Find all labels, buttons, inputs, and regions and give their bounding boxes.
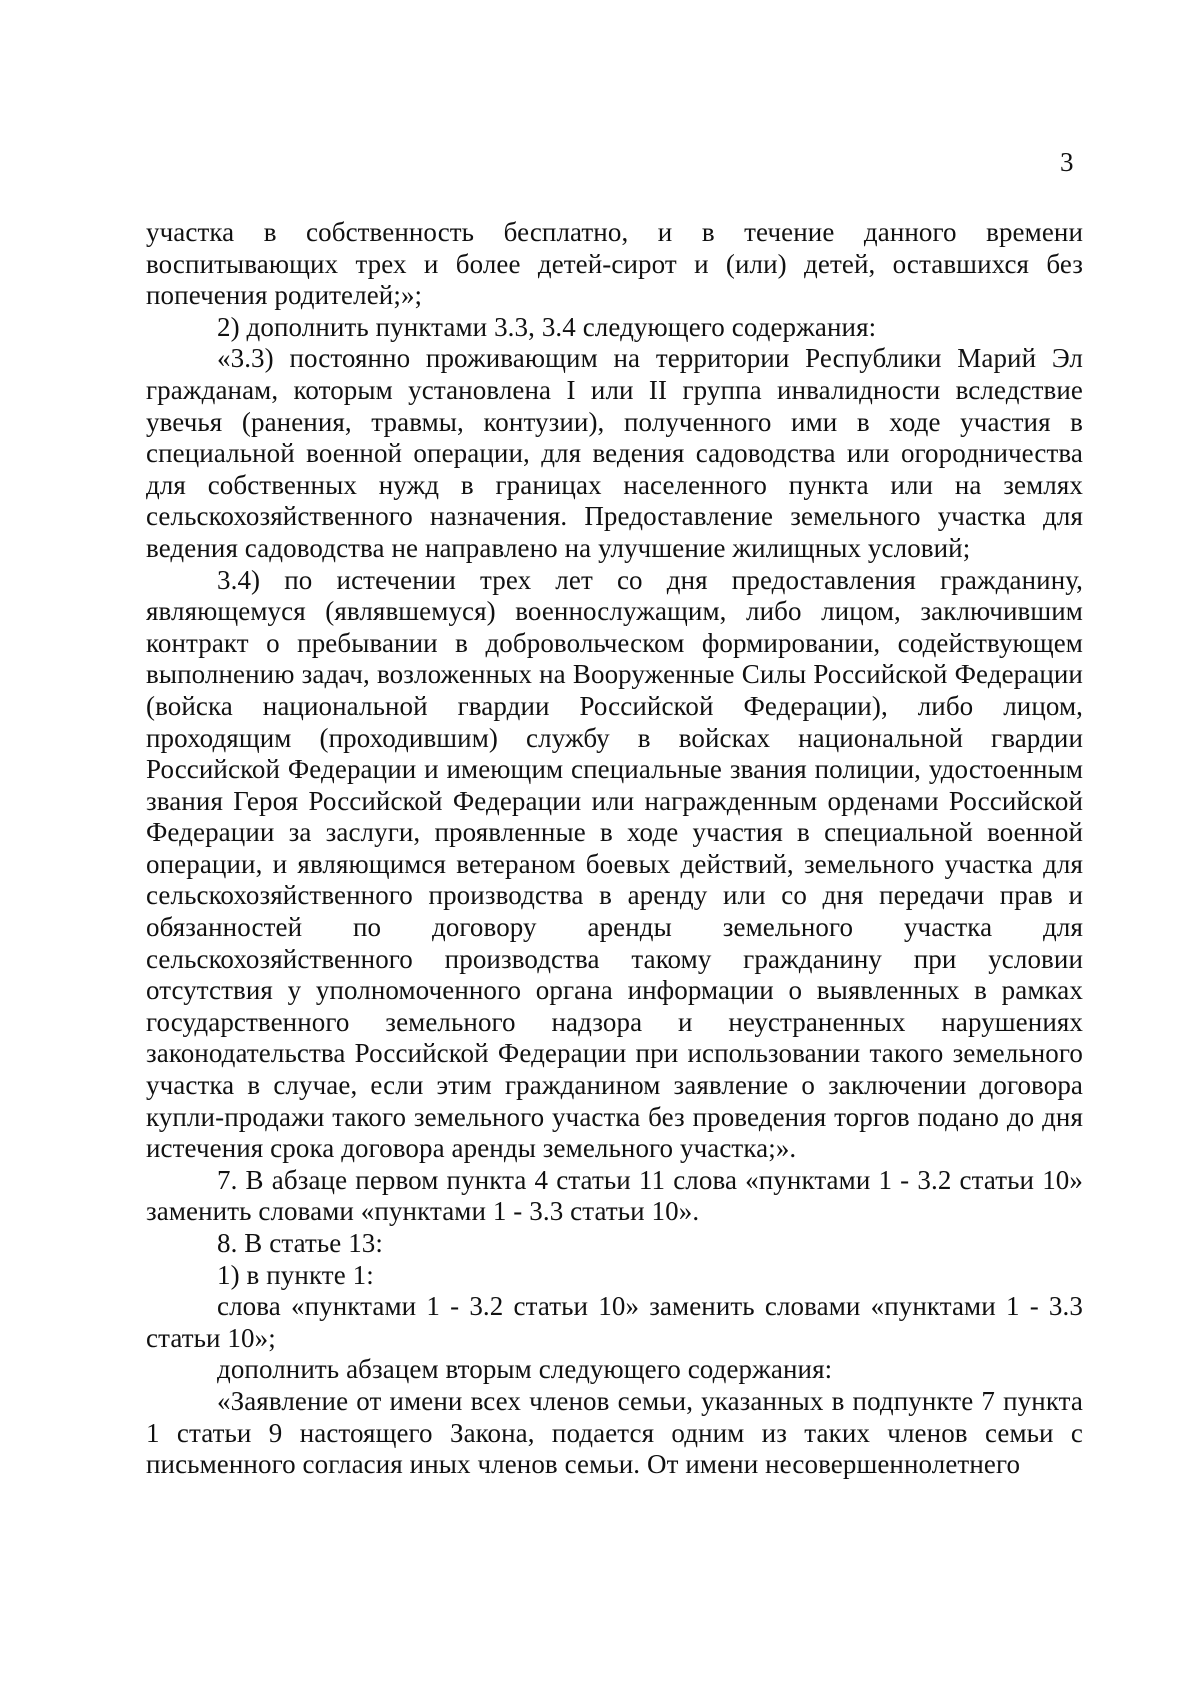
paragraph-5: 7. В абзаце первом пункта 4 статьи 11 слова «пунктами 1 - 3.2 статьи 10» заменить словами «пунктами 1 - 3.3 статьи 10». [146,1164,1083,1227]
paragraph-9: дополнить абзацем вторым следующего содержания: [217,1354,833,1385]
paragraph-7: 1) в пункте 1: [217,1259,374,1290]
paragraph-2: 2) дополнить пунктами 3.3, 3.4 следующего содержания: [217,311,877,342]
document-body [146,217,1083,1481]
paragraph-10: «Заявление от имени всех членов семьи, указанных в подпункте 7 пункта 1 статьи 9 настоящего Закона, подается одним из таких членов семьи с письменного согласия иных членов семьи. От имени несовершеннолетнего [146,1385,1083,1480]
paragraph-1: участка в собственность бесплатно, и в течение данного времени воспитывающих трех и более детей-сирот и (или) детей, оставшихся без попечения родителей;»; [146,217,1083,311]
page-number: 3 [1060,147,1074,177]
paragraph-6: 8. В статье 13: [217,1228,384,1258]
paragraph-8: слова «пунктами 1 - 3.2 статьи 10» заменить словами «пунктами 1 - 3.3 статьи 10»; [146,1291,1083,1353]
paragraph-3: «3.3) постоянно проживающим на территории Республики Марий Эл гражданам, которым установлена I или II группа инвалидности вследствие увечья (ранения, травмы, контузии), полученного ими в ходе участия в специальной военной операции, для ведения садоводства или огородничества для собственных нужд в границах населенного пункта или на землях сельскохозяйственного назначения. Предоставление земельного участка для ведения садоводства не направлено на улучшение жилищных условий; [146,343,1083,563]
paragraph-4: 3.4) по истечении трех лет со дня предоставления гражданину, являющемуся (являвшемуся) военнослужащим, либо лицом, заключившим контракт о пребывании в добровольческом формировании, содействующем выполнению задач, возложенных на Вооруженные Силы Российской Федерации (войска национальной гвардии Российской Федерации), либо лицом, проходящим (проходившим) службу в войсках национальной гвардии Российской Федерации и имеющим специальные звания полиции, удостоенным звания Героя Российской Федерации или награжденным орденами Российской Федерации за заслуги, проявленные в ходе участия в специальной военной операции, и являющимся ветераном боевых действий, земельного участка для сельскохозяйственного производства в аренду или со дня передачи прав и обязанностей по договору аренды земельного участка для сельскохозяйственного производства такому гражданину при условии отсутствия у уполномоченного органа информации о выявленных в рамках государственного земельного надзора и неустраненных нарушениях законодательства Российской Федерации при использовании такого земельного участка в случае, если этим гражданином заявление о заключении договора купли-продажи такого земельного участка без проведения торгов подано до дня истечения срока договора аренды земельного участка;». [146,564,1083,1164]
